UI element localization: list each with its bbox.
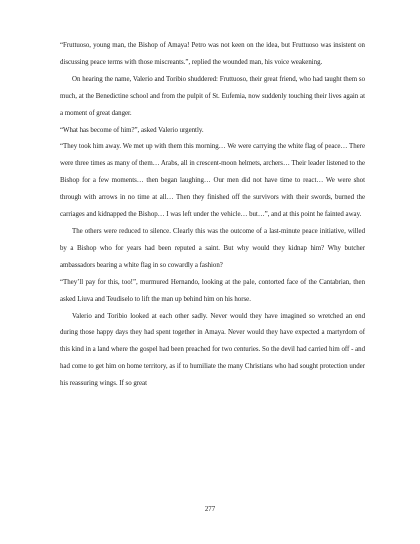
paragraph-reduced-to-silence: The others were reduced to silence. Clearly this was the outcome of a last-minute peace initiative, willed by a Bishop who for years had been reputed a saint. But why would they kidnap him? Why butcher ambassadors bearing a white flag in so cowardly a fashion? — [60, 227, 365, 269]
paragraph-what-has-become: “What has become of him?”, asked Valerio urgently. — [60, 126, 204, 134]
paragraph-bishop-of-amaya: “Fruttuoso, young man, the Bishop of Amaya! Petro was not keen on the idea, but Fruttuoso was insistent on discussing peace terms with those miscreants.”, replied the wounded man, his voice weakening. — [60, 42, 365, 66]
paragraph-looked-sadly: Valerio and Toribio looked at each other sadly. Never would they have imagined so wretched an end during those happy days they had spent together in Amaya. Never would they have expected a martyrdom of this kind in a land where the gospel had been preached for two centuries. So the devil had carried him off - and had come to get him on home territory, as if to humiliate the many Christians who had sought protection under his reassuring wings. If so great — [60, 312, 365, 388]
page-number: 277 — [204, 506, 216, 513]
paragraph-they-will-pay: “They’ll pay for this, too!”, murmured Hernando, looking at the pale, contorted face of the Cantabrian, then asked Liuva and Teudiselo to lift the man up behind him on his horse. — [60, 278, 365, 303]
page-body — [60, 38, 365, 393]
paragraph-they-took-him: “They took him away. We met up with them this morning… We were carrying the white flag of peace… There were three times as many of them… Arabs, all in crescent-moon helmets, archers… Their leader listened to the Bishop for a few moments… then began laughing… Our men did not have time to react… We were shot through with arrows in no time at all… Then they finished off the survivors with their swords, burned the carriages and kidnapped the Bishop… I was left under the vehicle… but…”, and at this point he fainted away. — [60, 143, 365, 219]
paragraph-fruttuoso-friend: On hearing the name, Valerio and Toribio shuddered: Fruttuoso, their great friend, who had taught them so much, at the Benedictine school and from the pulpit of St. Eufemia, now suddenly touching their lives again at a moment of great danger. — [60, 75, 365, 117]
